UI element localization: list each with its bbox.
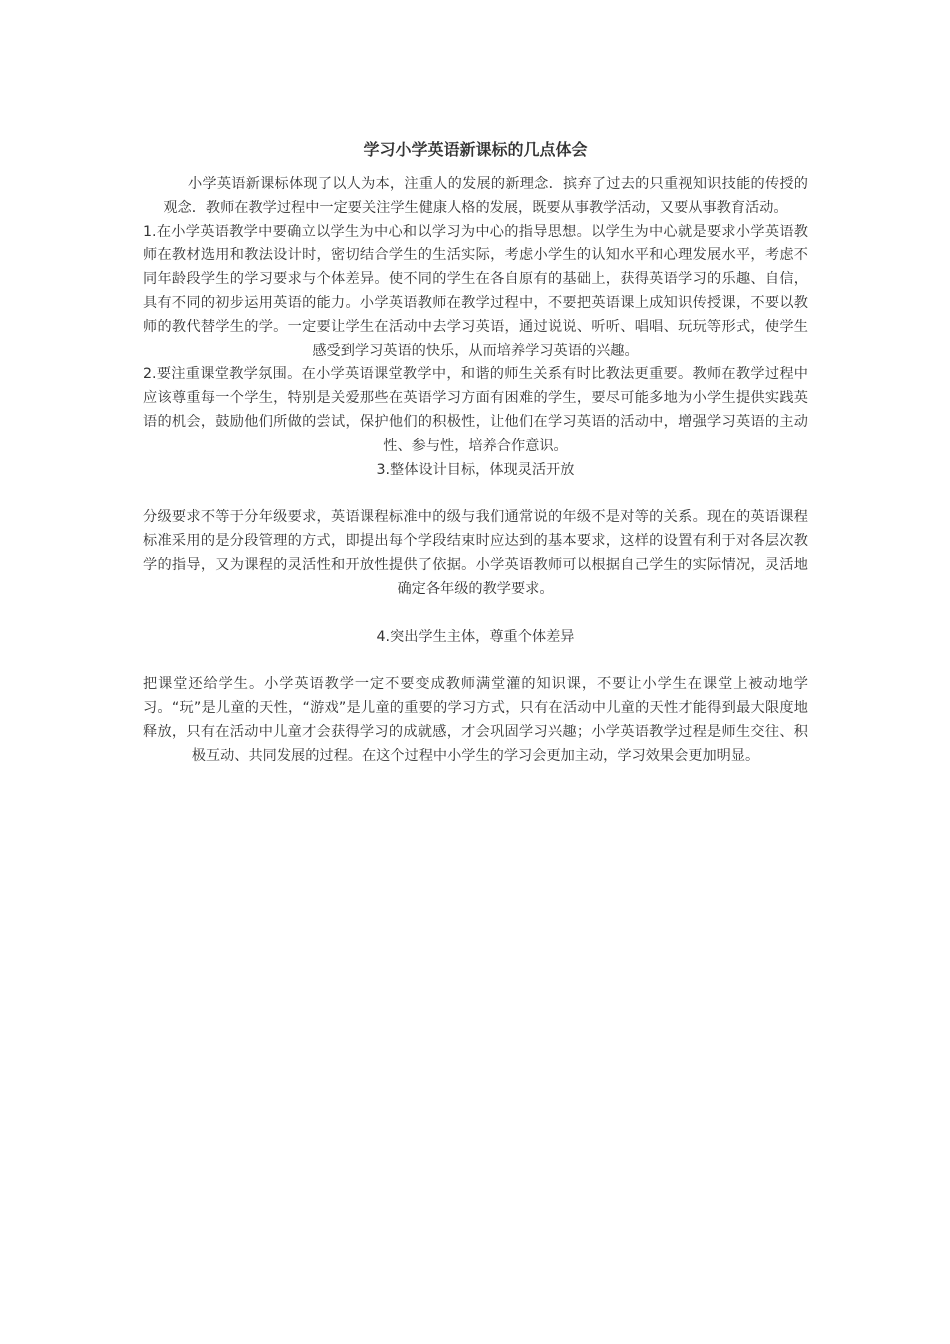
point3-heading: 3.整体设计目标，体现灵活开放 bbox=[376, 461, 575, 478]
intro-paragraph: 小学英语新课标体现了以人为本，注重人的发展的新理念．摈弃了过去的只重视知识技能的传授的观念．教师在教学过程中一定要关注学生健康人格的发展，既要从事教学活动，又要从事教育活动。 bbox=[163, 176, 808, 216]
document-body bbox=[143, 137, 808, 769]
document-title: 学习小学英语新课标的几点体会 bbox=[363, 140, 588, 159]
point2-paragraph: 2.要注重课堂教学氛围。在小学英语课堂教学中，和谐的师生关系有时比教法更重要。教师在教学过程中应该尊重每一个学生，特别是关爱那些在英语学习方面有困难的学生，要尽可能多地为小学生提供实践英语的机会，鼓励他们所做的尝试，保护他们的积极性，让他们在学习英语的活动中，增强学习英语的主动性、参与性，培养合作意识。 bbox=[143, 366, 808, 454]
point4-heading: 4.突出学生主体，尊重个体差异 bbox=[376, 628, 575, 645]
point1-paragraph: 1.在小学英语教学中要确立以学生为中心和以学习为中心的指导思想。以学生为中心就是要求小学英语教师在教材选用和教法设计时，密切结合学生的生活实际，考虑小学生的认知水平和心理发展水平，考虑不同年龄段学生的学习要求与个体差异。使不同的学生在各自原有的基础上，获得英语学习的乐趣、自信，具有不同的初步运用英语的能力。小学英语教师在教学过程中，不要把英语课上成知识传授课，不要以教师的教代替学生的学。一定要让学生在活动中去学习英语，通过说说、听听、唱唱、玩玩等形式，使学生感受到学习英语的快乐，从而培养学习英语的兴趣。 bbox=[143, 223, 808, 359]
point4-paragraph: 把课堂还给学生。小学英语教学一定不要变成教师满堂灌的知识课，不要让小学生在课堂上被动地学习。“玩”是儿童的天性，“游戏”是儿童的重要的学习方式，只有在活动中儿童的天性才能得到最大限度地释放，只有在活动中儿童才会获得学习的成就感，才会巩固学习兴趣；小学英语教学过程是师生交往、积极互动、共同发展的过程。在这个过程中小学生的学习会更加主动，学习效果会更加明显。 bbox=[143, 676, 808, 764]
point3-paragraph: 分级要求不等于分年级要求，英语课程标准中的级与我们通常说的年级不是对等的关系。现在的英语课程标准采用的是分段管理的方式，即提出每个学段结束时应达到的基本要求，这样的设置有利于对各层次教学的指导，又为课程的灵活性和开放性提供了依据。小学英语教师可以根据自己学生的实际情况，灵活地确定各年级的教学要求。 bbox=[143, 509, 808, 597]
